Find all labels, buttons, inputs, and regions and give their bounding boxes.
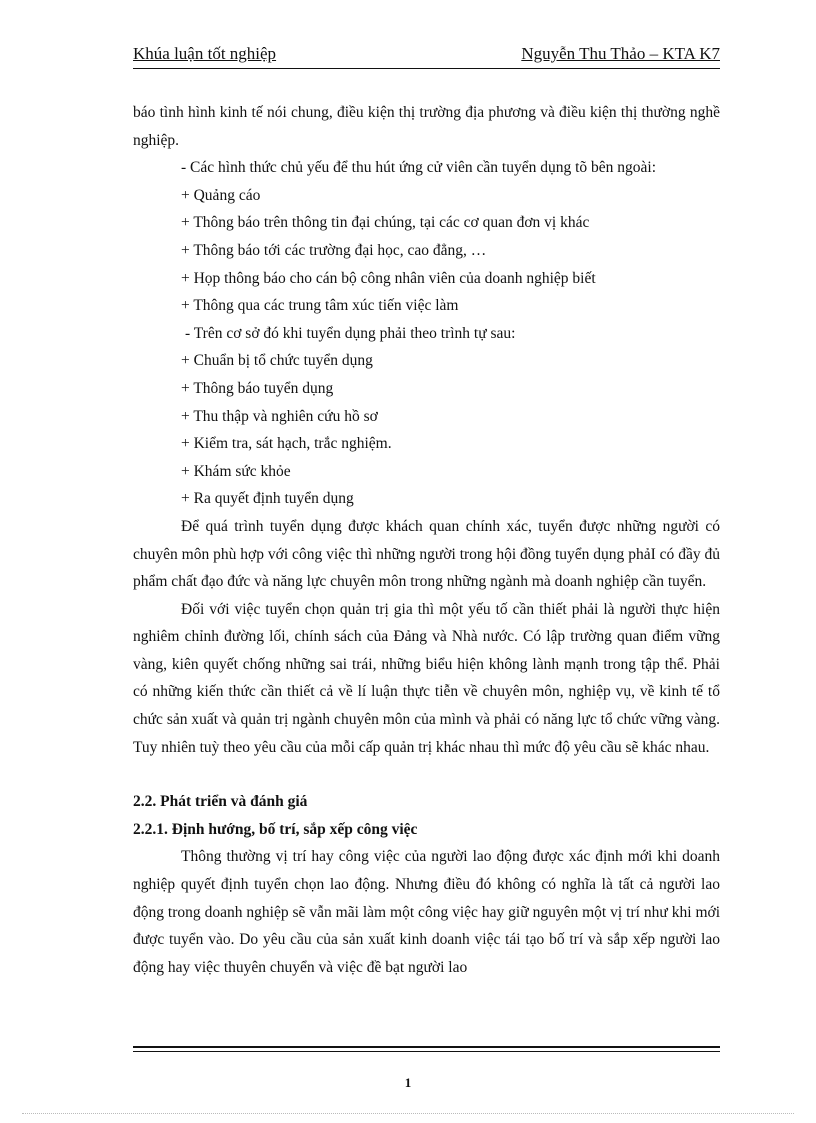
list-item: + Họp thông báo cho cán bộ công nhân viên của doanh nghiệp biết xyxy=(181,269,596,287)
dash-item-recruit-methods: - Các hình thức chủ yếu để thu hút ứng cử viên cần tuyển dụng tõ bên ngoài: xyxy=(181,159,657,177)
list-item: + Kiểm tra, sát hạch, trắc nghiệm. xyxy=(181,435,392,453)
page-body xyxy=(133,99,720,981)
list-item: + Thu thập và nghiên cứu hồ sơ xyxy=(181,407,378,425)
paragraph-job-orientation: Thông thường vị trí hay công việc của người lao động được xác định mới khi doanh nghiệp quyết định tuyển chọn lao động. Nhưng điều đó không có nghĩa là tất cả người lao động trong doanh nghiệp sẽ vẫn mãi làm một công việc hay giữ nguyên một vị trí như khi mới được tuyển vào. Do yêu cầu của sản xuất kinh doanh việc tái tạo bố trí và sắp xếp người lao động hay việc thuyên chuyển và việc đề bạt người lao xyxy=(133,848,720,976)
list-item: + Thông báo tới các trường đại học, cao đẳng, … xyxy=(181,241,487,259)
footer-rule-thin xyxy=(133,1051,720,1052)
subsection-heading: 2.2.1. Định hướng, bố trí, sắp xếp công việc xyxy=(133,820,418,838)
dash-item-procedure: - Trên cơ sở đó khi tuyển dụng phải theo trình tự sau: xyxy=(185,324,516,342)
paragraph-continuation: báo tình hình kinh tế nói chung, điều kiện thị trường địa phương và điều kiện thị thường nghề nghiệp. xyxy=(133,104,720,149)
footer-rule-thick xyxy=(133,1046,720,1048)
paragraph-recruitment-council: Để quá trình tuyển dụng được khách quan chính xác, tuyển được những người có chuyên môn phù hợp với công việc thì những người trong hội đồng tuyển dụng phảI có đầy đủ phẩm chất đạo đức và năng lực chuyên môn trong những ngành mà doanh nghiệp cần tuyển. xyxy=(133,517,720,591)
page-number: 1 xyxy=(404,1075,412,1090)
list-item: + Chuẩn bị tổ chức tuyển dụng xyxy=(181,352,373,370)
list-item: + Ra quyết định tuyển dụng xyxy=(181,490,354,508)
header-thesis-title: Khúa luận tốt nghiệp xyxy=(133,44,277,63)
list-item: + Quảng cáo xyxy=(181,186,261,204)
list-item: + Khám sức khỏe xyxy=(181,462,291,480)
section-heading: 2.2. Phát triển và đánh giá xyxy=(133,793,308,811)
header-rule xyxy=(133,68,720,69)
paragraph-manager-selection: Đối với việc tuyển chọn quản trị gia thì một yếu tố cần thiết phải là người thực hiện nghiêm chỉnh đường lối, chính sách của Đảng và Nhà nước. Có lập trường quan điểm vững vàng, kiên quyết chống những sai trái, những biểu hiện không lành mạnh trong tập thể. Phải có những kiến thức cần thiết cả về lí luận thực tiễn về chuyên môn, nghiệp vụ, về kinh tế tổ chức sản xuất và quản trị ngành chuyên môn của mình và phải có năng lực tổ chức vững vàng. Tuy nhiên tuỳ theo yêu cầu của mỗi cấp quản trị khác nhau thì mức độ yêu cầu sẽ khác nhau. xyxy=(133,600,720,756)
page-edge-marker xyxy=(22,1113,794,1114)
page-header xyxy=(133,44,720,64)
list-item: + Thông báo trên thông tin đại chúng, tại các cơ quan đơn vị khác xyxy=(181,214,590,232)
section-spacer xyxy=(133,761,720,788)
list-item: + Thông qua các trung tâm xúc tiến việc làm xyxy=(181,297,459,315)
header-author: Nguyễn Thu Thảo – KTA K7 xyxy=(521,44,720,63)
list-item: + Thông báo tuyển dụng xyxy=(181,379,334,397)
